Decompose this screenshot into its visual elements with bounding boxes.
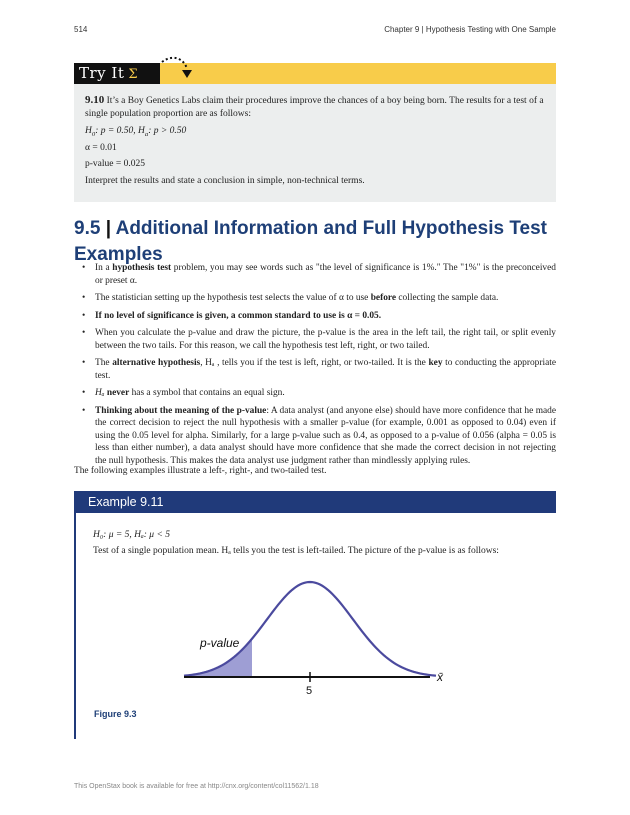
chapter-title: Chapter 9 | Hypothesis Testing with One Sample [384,25,556,34]
axis-label: x̄ [437,670,443,684]
try-it-hypotheses: $H_0$: p = 0.50, $H_a$: p > 0.50 [85,126,187,138]
page-footer: This OpenStax book is available for free at http://cnx.org/content/col11562/1.18 [74,783,319,790]
normal-curve [184,582,436,676]
bullet-list [74,262,556,472]
example-hypotheses: H₀: μ = 5, Hₐ: μ < 5 [93,530,170,540]
section-separator: | [100,218,116,239]
example-description: Test of a single population mean. Hₐ tells you the test is left-tailed. The picture of the p-value is as follows: [93,546,499,556]
figure-caption: Figure 9.3 [94,709,137,719]
example-header: Example 9.11 [74,491,556,513]
try-it-pvalue: p-value = 0.025 [85,159,145,169]
page-number: 514 [74,25,88,34]
normal-curve-figure [180,575,450,700]
sigma-icon: Σ [128,67,139,82]
problem-number: 9.10 [85,94,105,106]
try-it-label [74,63,160,84]
follow-text: The following examples illustrate a left-, right-, and two-tailed test. [74,466,327,476]
list-item: • Thinking about the meaning of the p-value: A data analyst (and anyone else) should have more confidence that he made the correct decision to reject the null hypothesis with a smaller p-value (for example, 0.001 as opposed to 0.04) even if using the 0.05 level for alpha. Similarly, for a large p-value such as 0.4, as opposed to a p-value of 0.056 (alpha = 0.05 is less than either number), a data analyst should have more confidence that she made the correct decision in not rejecting the null hypothesis. This makes the data analyst use judgment rather than mindlessly applying rules. [74,405,556,468]
list-item: • In a hypothesis test problem, you may see words such as "the level of significance is 1%." The "1%" is the preconceived or preset α. [74,262,556,287]
dotted-arrow-icon [158,56,194,82]
mean-label: 5 [306,685,313,697]
pvalue-label: p-value [200,636,240,650]
try-it-alpha: α = 0.01 [85,143,117,153]
try-it-instruction: Interpret the results and state a conclusion in simple, non-technical terms. [85,176,365,186]
list-item: • When you calculate the p-value and draw the picture, the p-value is the area in the left tail, the right tail, or split evenly between the two tails. For this reason, we call the hypothesis test left, right, or two tailed. [74,327,556,352]
section-number: 9.5 [74,218,101,239]
problem-text: It’s a Boy Genetics Labs claim their procedures improve the chances of a boy being born. The results for a test of a single population proportion are as follows: [85,96,544,119]
list-item: • Hₐ never has a symbol that contains an equal sign. [74,387,556,400]
try-it-text: Try It [79,64,125,82]
example-rule [74,513,76,739]
section-title [74,216,556,268]
try-it-problem [85,94,547,121]
section-heading: Additional Information and Full Hypothesis Test Examples [74,218,547,265]
list-item: • If no level of significance is given, a common standard to use is α = 0.05. [74,310,556,323]
list-item: • The statistician setting up the hypothesis test selects the value of α to use before collecting the sample data. [74,292,556,305]
try-it-box [74,84,556,202]
list-item: • The alternative hypothesis, Hₐ , tells you if the test is left, right, or two-tailed. It is the key to conducting the appropriate test. [74,357,556,382]
